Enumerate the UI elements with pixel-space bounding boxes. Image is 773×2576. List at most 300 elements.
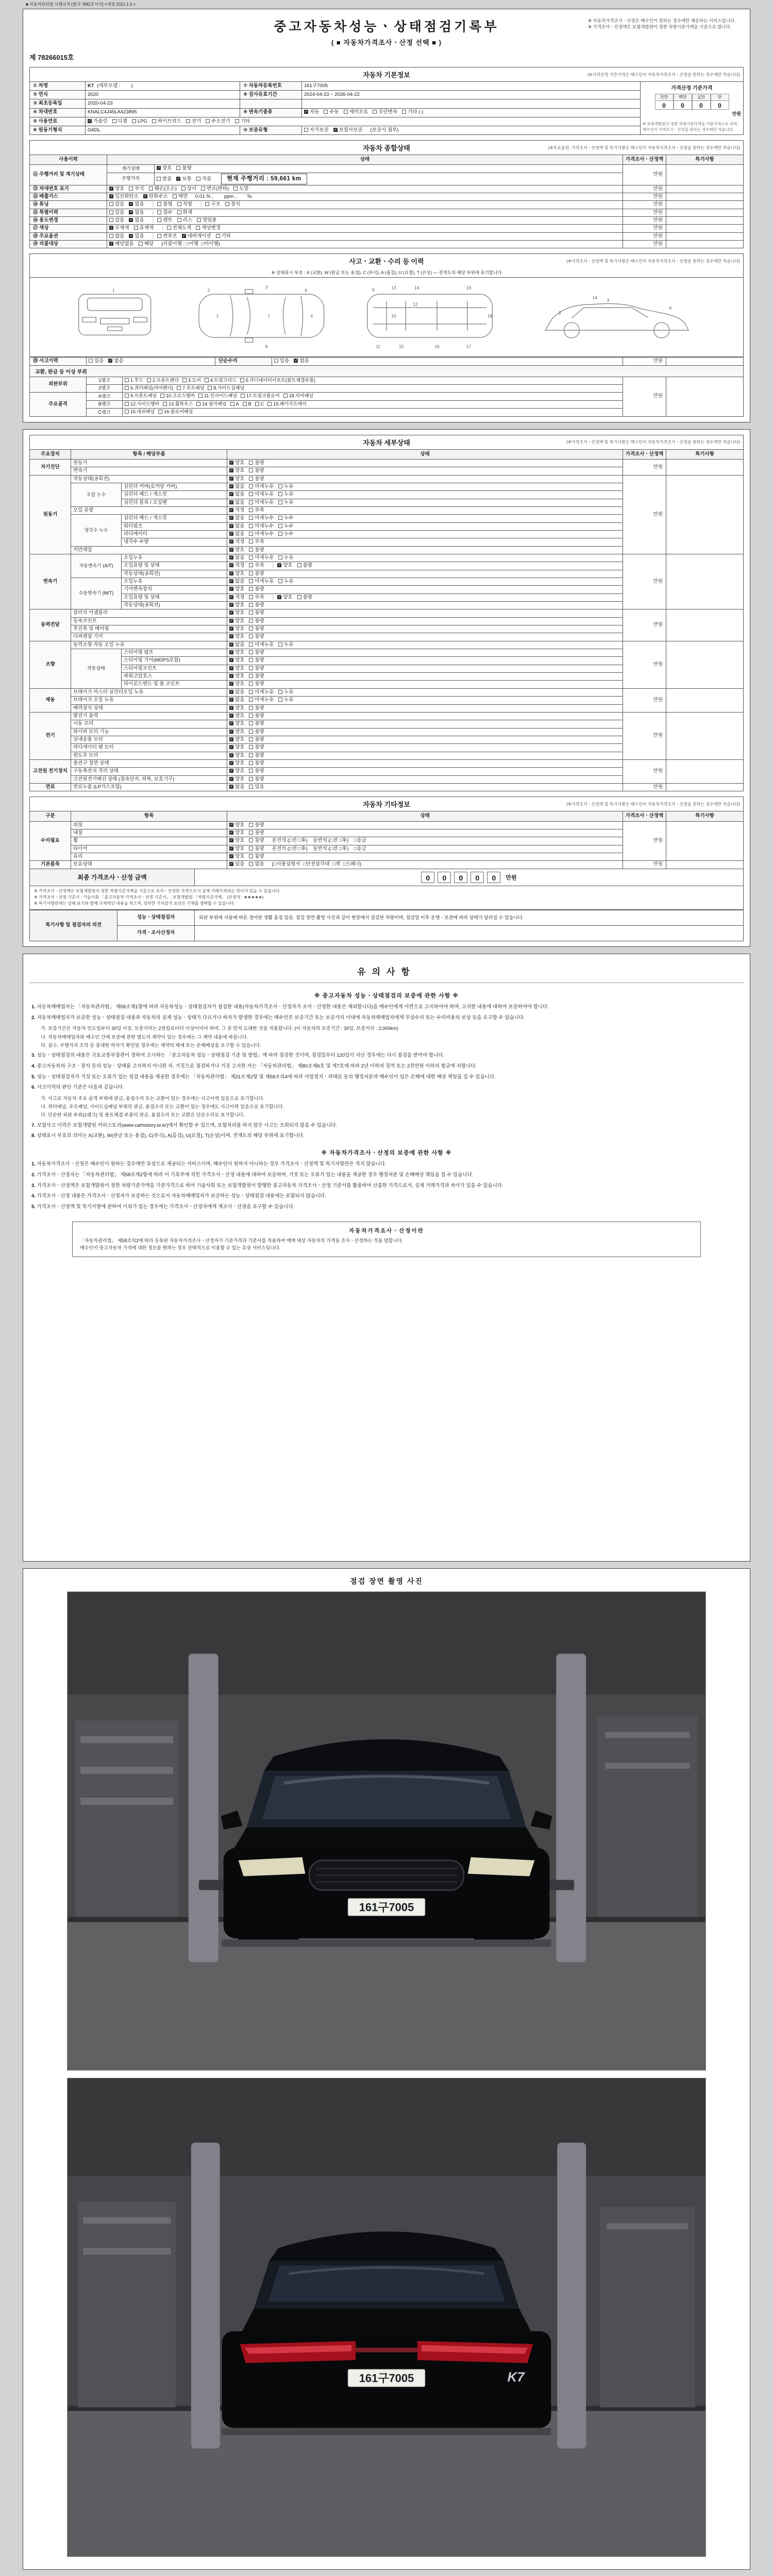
checkbox-unchecked[interactable]: 미세누유 [249, 555, 274, 561]
checkbox-unchecked[interactable]: 불량 [249, 460, 264, 466]
price-cell: 만원 [623, 554, 666, 609]
checkbox-unchecked[interactable]: 미세누유 [249, 697, 274, 703]
table-row: 수동변속기 (M/T) 오일누유 ✓ 없음 미세누유 누유 [30, 578, 744, 586]
checkbox-checked[interactable]: ✓ 양호 [229, 753, 244, 759]
checkbox-unchecked[interactable]: 4.트렁크리드 [205, 378, 237, 384]
checkbox-unchecked[interactable]: 변조(변타) [201, 186, 229, 192]
checkbox-unchecked[interactable]: 부족 [249, 595, 264, 601]
checkbox-unchecked[interactable]: 해당 [139, 241, 154, 247]
checkbox-checked[interactable]: ✓ 양호 [229, 822, 244, 828]
price-cell: 만원 [623, 641, 666, 688]
table-row: ⑪ 주행거리 및 계기상태 계기상태 ✓ 양호 불량 만원 [30, 165, 744, 173]
notice-subitem: 다. 단순한 외판 부위(1랭크) 및 볼트체결 부품의 판금, 용접수리 또는 교환은 단순수리로 표기합니다. [41, 1112, 245, 1118]
checkbox-unchecked[interactable]: 불량 [249, 768, 264, 774]
checkbox-checked[interactable]: ✓ 적정 [229, 595, 244, 601]
checkbox-unchecked[interactable]: 7.루프패널 [177, 385, 204, 392]
svg-text:9: 9 [372, 287, 375, 293]
registration-number: 161구7005 [302, 82, 641, 91]
checkbox-unchecked[interactable]: 불량 [249, 846, 264, 852]
checkbox-unchecked[interactable]: 부족 [249, 563, 264, 569]
checkbox-unchecked[interactable]: 적음 [196, 176, 211, 182]
appraiser-comment [195, 925, 744, 941]
notice-subitem: 가. 사고로 자동차 주요 골격 부위에 판금, 용접수리 또는 교환이 있는 경우에는 사고이력 있음으로 표기합니다. [41, 1095, 264, 1101]
checkbox-checked[interactable]: ✓ 양호 [229, 547, 244, 553]
checkbox-unchecked[interactable]: 1.후드 [125, 378, 143, 384]
notice-item: 7. 보험사고 이력은 보험개발원 카히스토리(www.carhistory.or.kr)에서 확인할 수 있으며, 보험처리를 하지 않은 사고는 조회되지 않을 수 있습니다. [31, 1122, 338, 1128]
checkbox-unchecked[interactable]: B [243, 401, 251, 408]
notice-item: 8. 상태표시 부호의 의미는 X(교환), W(판금 또는 용접), C(부식), A(흠집), U(요철), T(손상)이며, 전개도의 해당 부위에 표기합니다. [31, 1133, 305, 1139]
checkbox-checked[interactable]: ✓ 적정 [229, 563, 244, 569]
checkbox-unchecked[interactable]: 누유 [278, 697, 293, 703]
checkbox-unchecked[interactable]: 수소전기 [206, 118, 230, 125]
checkbox-unchecked[interactable]: 불량 [249, 547, 264, 553]
checkbox-checked[interactable]: ✓ 있음 [129, 233, 144, 240]
checkbox-unchecked[interactable]: 없음 [109, 233, 124, 240]
checkbox-unchecked[interactable]: 8.사이드실패널 [208, 385, 244, 392]
table-row: 라디에이터 ✓ 없음 미세누수 누수 [30, 530, 744, 538]
checkbox-unchecked[interactable]: 누유 [278, 689, 293, 696]
checkbox-checked[interactable]: ✓ 양호 [229, 713, 244, 719]
checkbox-unchecked[interactable]: 세미오토 [344, 109, 368, 115]
checkbox-unchecked[interactable]: 불량 [249, 650, 264, 656]
table-row: 오일유량 및 상태 ✓ 적정 부족 | ✓ 양호 불량 [30, 594, 744, 601]
table-row: 고전원 전기장치 충전구 절연 상태 ✓ 양호 불량 만원 [30, 759, 744, 767]
checkbox-unchecked[interactable]: 불량 [249, 657, 264, 664]
checkbox-unchecked[interactable]: 기타 ( ) [402, 109, 423, 115]
checkbox-checked[interactable]: ✓ 있음 [229, 861, 244, 868]
notice-item: 4. 중고자동차의 구조ㆍ장치 등의 성능ㆍ상태를 고지하지 아니한 자, 거짓으로 점검하거나 거짓 고지한 자는 「자동차관리법」 제80조제6호 및 제7호에 따라 2년 이하의 징역 또는 2천만원 이하의 벌금에 처합니다. [31, 1063, 477, 1069]
section-accident: 사고ㆍ교환ㆍ수리 등 이력 (※가격조사ㆍ산정액 및 특기사항은 매수인이 자동차가격조사ㆍ산정을 원하는 경우에만 적습니다) [29, 253, 744, 268]
checkbox-unchecked[interactable]: 훼손(오손) [149, 186, 177, 192]
notice-subitem: 나. 쿼터패널, 루프패널, 사이드실패널 부위의 판금, 용접수리 또는 교환이 있는 경우에도 사고이력 있음으로 표기합니다. [41, 1104, 284, 1110]
table-row: 워터펌프 ✓ 없음 미세누수 누수 [30, 522, 744, 530]
detail-form-panel [23, 429, 750, 947]
notice-item: 5. 성능ㆍ상태점검자가 거짓 또는 오류가 있는 점검 내용을 제공한 경우에는 「자동차관리법」 제21조제2항 및 제58조의4에 따라 사업정지ㆍ과태료 등의 행정처분과 매수인이 입은 손해에 대한 배상 책임을 질 수 있습니다. [31, 1074, 496, 1080]
svg-text:4: 4 [310, 314, 313, 319]
exchange-repair-title: 교환, 판금 등 이상 부위 [29, 366, 744, 377]
checkbox-checked[interactable]: ✓ 양호 [229, 618, 244, 624]
price-cell: 만원 [623, 225, 666, 232]
checkbox-unchecked[interactable]: 불량 [249, 721, 264, 727]
checkbox-unchecked[interactable]: 불량 [297, 563, 312, 569]
price-cell: 만원 [623, 358, 666, 365]
checkbox-unchecked[interactable]: 16.플로어패널 [158, 409, 193, 415]
checkbox-checked[interactable]: ✓ 가솔린 [88, 118, 108, 125]
checkbox-checked[interactable]: ✓ 없음 [129, 217, 144, 224]
table-row: 오일 누수 실린더 커버(로커암 커버) ✓ 없음 미세누유 누유 [30, 483, 744, 490]
checkbox-unchecked[interactable]: C [255, 401, 264, 408]
notice-subitem: 나. 자동차매매업자와 매수인 간에 보증에 관한 별도의 계약이 있는 경우에는 그 계약 내용에 따릅니다. [41, 1034, 248, 1040]
price-standard-box: 가격산정 기준가격 천만 백만 십만 만 0 0 0 0 만원 ※ 보험개발원이 정한 차량기준가액을 기준가격으로 하며, 매수인이 가격조사ㆍ산정을 원하는 경우에만 적습니다. [641, 82, 744, 135]
checkbox-checked[interactable]: ✓ 네비게이션 [182, 233, 211, 240]
checkbox-checked[interactable]: ✓ 없음 [229, 697, 244, 703]
checkbox-unchecked[interactable]: 있음 [109, 210, 124, 216]
checkbox-unchecked[interactable]: 불법 [157, 201, 172, 208]
table-row: 외판부위 1랭크 1.후드 2.프론트펜더 3.도어 4.트렁크리드 5.라디에이터서포트(볼트체결부품) 만원 [30, 377, 744, 384]
checkbox-checked[interactable]: ✓ 양호 [277, 563, 292, 569]
checkbox-unchecked[interactable]: 13.휠하우스 [163, 401, 193, 408]
svg-text:11: 11 [376, 344, 381, 349]
checkbox-unchecked[interactable]: 불량 [249, 854, 264, 860]
checkbox-checked[interactable]: ✓ 양호 [229, 468, 244, 474]
checkbox-unchecked[interactable]: 6.쿼터패널(리어펜더) [125, 385, 173, 392]
notice-item: 4. 가격조사ㆍ산정 내용은 가격조사ㆍ산정자가 보증하는 것으로서 자동차매매업자가 보증하는 성능ㆍ상태점검 내용에는 포함되지 않습니다. [31, 1193, 326, 1199]
checkbox-unchecked[interactable]: 누유 [278, 579, 293, 585]
checkbox-unchecked[interactable]: 불량 [249, 618, 264, 624]
checkbox-checked[interactable]: ✓ 양호 [229, 721, 244, 727]
checkbox-checked[interactable]: ✓ 없음 [229, 579, 244, 585]
checkbox-unchecked[interactable]: 있음 [249, 784, 264, 790]
license-plate-front: 161구7005 [359, 1901, 414, 1914]
rank-body [30, 377, 744, 416]
checkbox-unchecked[interactable]: 구조 [205, 201, 220, 208]
basic-info-table: ① 차명 K7 (세부모델 : ) ⑦ 자동차등록번호 161구7005 가격산정 기준가격 천만 백만 십만 만 0 0 0 0 만원 ※ 보험개발원이 정한 차량기준가액을 기준가격으로 하며, 매수인이 가격조사ㆍ산정을 원하는 경우에만 적습니다. ② 연식 2020 ⑧ 검사유효기간 2024-04-23 ~ 2026-04-22 ③ 최초등록일 2020-04-23 ④ 차대번호 KNALC4J45LA423895 ⑨ 변속기종류 ✓ 자동 수동 세미오토 무단변속 기타 ( ) ⑤ 사용연료 ✓ 가솔린 디젤 LPG 하이브리드 전기 수소전기 기타 ⑥ 원동기형식 G6DL ⑩ 보증유형 자가보증 ✓ 보험사보증 (보증서 첨부) [29, 81, 744, 135]
checkbox-unchecked[interactable]: 19.패키지트레이 [267, 401, 307, 408]
transmission-options [302, 108, 641, 117]
checkbox-checked[interactable]: ✓ 일산화탄소 [109, 194, 139, 200]
checkbox-checked[interactable]: ✓ 양호 [229, 626, 244, 632]
detail-condition-table: 주요장치 항목 / 해당부품 상태 가격조사ㆍ산정액 특기사항 자기진단 원동기 ✓ 양호 불량 만원 변속기 ✓ 양호 불량 원동기 작동상태(공회전) ✓ 양호 불량 만원 오일 누수 실린더 커버(로커암 커버) ✓ 없음 미세누유 누유 실린더 헤드 / 개스킷 ✓ 없음 미세누유 누유 실린더 블록 / 오일팬 ✓ 없음 미세누유 누유 오일 유량 ✓ 적정 부족 냉각수 누수 실린더 헤드 / 개스킷 ✓ 없음 미세누수 누수 워터펌프 ✓ 없음 미세누수 누수 라디에이터 ✓ 없음 미세누수 누수 냉각수 수량 ✓ 적정 부족 커먼레일 ✓ 양호 불량 변속기 자동변속기 (A/T) 오일누유 ✓ 없음 미세누유 누유 만원 오일유량 및 상태 ✓ 적정 부족 | ✓ 양호 불량 작동상태(공회전) ✓ 양호 불량 수동변속기 (M/T) 오일누유 ✓ 없음 미세누유 누유 기어변속장치 ✓ 양호 불량 오일유량 및 상태 ✓ 적정 부족 | ✓ 양호 불량 작동상태(공회전) ✓ 양호 불량 동력전달 클러치 어셈블리 ✓ 양호 불량 만원 등속조인트 ✓ 양호 불량 추진축 및 베어링 ✓ 양호 불량 디퍼렌셜 기어 ✓ 양호 불량 조향 동력조향 작동 오일 누유 ✓ 없음 미세누유 누유 만원 작동상태 스티어링 펌프 ✓ 양호 불량 스티어링 기어(MDPS포함) ✓ 양호 불량 스티어링조인트 ✓ 양호 불량 파워고압호스 ✓ 양호 불량 타이로드엔드 및 볼 조인트 ✓ 양호 불량 제동 브레이크 마스터 실린더오일 누유 ✓ 없음 미세누유 누유 만원 브레이크 오일 누유 ✓ 없음 미세누유 누유 배력장치 상태 ✓ 양호 불량 전기 발전기 출력 ✓ 양호 불량 만원 시동 모터 ✓ 양호 불량 와이퍼 모터 기능 ✓ 양호 불량 실내송풍 모터 ✓ 양호 불량 라디에이터 팬 모터 ✓ 양호 불량 윈도우 모터 ✓ 양호 불량 고전원 전기장치 충전구 절연 상태 ✓ 양호 불량 만원 구동축전지 격리 상태 ✓ 양호 불량 고전원전기배선 상태 (접속단자, 피복, 보호기구) ✓ 양호 불량 연료 연료누출 (LP가스포함) ✓ 없음 있음 만원 [29, 449, 744, 792]
checkbox-unchecked[interactable]: 미세누수 [249, 531, 274, 537]
price-cell: 만원 [623, 217, 666, 225]
table-row: 타이어 ✓ 양호 불량 운전석 (□전 □후) 동반석 (□전 □후) □응급 [30, 845, 744, 853]
checkbox-unchecked[interactable]: 부족 [249, 539, 264, 545]
table-row: 조향 동력조향 작동 오일 누유 ✓ 없음 미세누유 누유 만원 [30, 641, 744, 649]
inspection-validity: 2024-04-23 ~ 2026-04-22 [302, 91, 641, 99]
table-row: 파워고압호스 ✓ 양호 불량 [30, 673, 744, 681]
checkbox-unchecked[interactable]: LPG [132, 118, 147, 125]
checkbox-unchecked[interactable]: 10.크로스멤버 [160, 393, 195, 399]
notice-panel [23, 954, 750, 1562]
checkbox-checked[interactable]: ✓ 없음 [229, 642, 244, 648]
checkbox-checked[interactable]: ✓ 양호 [229, 744, 244, 751]
checkbox-unchecked[interactable]: 미세누유 [249, 579, 274, 585]
checkbox-unchecked[interactable]: 불량 [249, 681, 264, 687]
checkbox-unchecked[interactable]: 2.프론트펜더 [147, 378, 179, 384]
first-registration-date: 2020-04-23 [86, 99, 240, 108]
checkbox-checked[interactable]: ✓ 양호 [277, 595, 292, 601]
checkbox-unchecked[interactable]: 적법 [177, 201, 192, 208]
svg-text:3: 3 [607, 298, 610, 303]
checkbox-unchecked[interactable]: 미세누유 [249, 689, 274, 696]
checkbox-unchecked[interactable]: 불량 [249, 729, 264, 735]
checkbox-unchecked[interactable]: 상이 [181, 186, 196, 192]
checkbox-unchecked[interactable]: 불량 [249, 673, 264, 680]
table-row: 실린더 블록 / 오일팬 ✓ 없음 미세누유 누유 [30, 499, 744, 506]
svg-text:8: 8 [265, 344, 268, 349]
svg-text:19: 19 [466, 285, 472, 291]
price-cell: 만원 [623, 688, 666, 712]
checkbox-unchecked[interactable]: 누수 [278, 515, 293, 521]
notice-item: 1. 자동차가격조사ㆍ산정은 매수인이 원하는 경우에만 유상으로 제공되는 서비스이며, 매수인이 원하지 아니하는 경우 가격조사ㆍ산정액 및 특기사항란은 적지 않습니다. [31, 1161, 386, 1167]
checkbox-unchecked[interactable]: 누수 [278, 523, 293, 530]
header-side-note: ※ 자동차가격조사ㆍ산정은 매수인이 원하는 경우에만 제공하는 서비스입니다. ※ 가격조사ㆍ산정액은 보험개발원이 정한 차량기준가액을 기준으로 합니다. [588, 18, 736, 30]
checkbox-unchecked[interactable]: A [230, 401, 239, 408]
checkbox-checked[interactable]: ✓ 양호 [229, 666, 244, 672]
checkbox-checked[interactable]: ✓ 없음 [229, 523, 244, 530]
notice-item: 2. 자동차매매업자가 보증한 성능ㆍ상태점검 내용과 자동차의 실제 성능ㆍ상태가 다르거나 하자가 발생한 경우에는 매수인은 보증기간 또는 보증거리 이내에 자동차매매업자에게 무상수리 또는 수리비용의 보상 등을 요구할 수 있습니다. [31, 1014, 525, 1021]
checkbox-unchecked[interactable]: 불량 [297, 595, 312, 601]
checkbox-checked[interactable]: ✓ 양호 [229, 838, 244, 844]
overall-condition-table: 사용이력 상태 가격조사ㆍ산정액 특기사항 ⑪ 주행거리 및 계기상태 계기상태 ✓ 양호 불량 만원 주행거리 많음 ✓ 보통 적음 현재 주행거리 : 59,661 km ⑫ 차대번호 표기 ✓ 양호 부식 훼손(오손) 상이 변조(변타) 도말 만원 ⑬ 배출가스 ✓ 일산화탄소 ✓ 탄화수소 매연 0.01 % , ppm , % 만원 ⑭ 튜닝 있음 ✓ 없음 | 불법 적법 | 구조 장치 만원 ⑮ 특별이력 있음 ✓ 없음 | 침수 화재 만원 ⑯ 용도변경 있음 ✓ 없음 | 렌트 리스 영업용 만원 ⑰ 색상 ✓ 무채색 유채색 | 전체도색 색상변경 만원 ⑱ 주요옵션 없음 ✓ 있음 | 썬루프 ✓ 네비게이션 기타 만원 ⑲ 리콜대상 ✓ 해당없음 해당 (리콜이행 : □이행 □미이행) 만원 [29, 155, 744, 248]
checkbox-checked[interactable]: ✓ 양호 [229, 673, 244, 680]
checkbox-checked[interactable]: ✓ 없음 [229, 492, 244, 498]
form-subtitle: ( ■ 자동차가격조사ㆍ산정 선택 ■ ) [331, 39, 442, 46]
section-etc: 자동차 기타정보 (※가격조사ㆍ산정액 및 특기사항은 매수인이 자동차가격조사ㆍ산정을 원하는 경우에만 적습니다) [29, 796, 744, 811]
checkbox-unchecked[interactable]: 불량 [249, 626, 264, 632]
table-row: 자기진단 원동기 ✓ 양호 불량 만원 [30, 459, 744, 467]
price-cell: 만원 [623, 185, 666, 193]
checkbox-checked[interactable]: ✓ 없음 [229, 500, 244, 506]
warranty-options: 자가보증 ✓ 보험사보증 (보증서 첨부) [302, 126, 641, 134]
checkbox-unchecked[interactable]: 불량 [249, 586, 264, 592]
checkbox-unchecked[interactable]: 5.라디에이터서포트(볼트체결부품) [240, 378, 315, 384]
checkbox-checked[interactable]: ✓ 양호 [229, 476, 244, 482]
checkbox-checked[interactable]: ✓ 보험사보증 [333, 127, 363, 133]
table-row: 작동상태 스티어링 펌프 ✓ 양호 불량 [30, 649, 744, 657]
comments-table: 특기사항 및 점검자의 의견 성능ㆍ상태점검자 외판 부위에 사용에 따른 경미한 생활 흠집 있음. 점검 장면 촬영 사진과 같이 현장에서 점검한 차량이며, 점검일 이후 운행ㆍ보관에 따라 상태가 달라질 수 있습니다. 가격ㆍ조사산정자 [29, 910, 744, 941]
table-row: 작동상태(공회전) ✓ 양호 불량 [30, 602, 744, 609]
checkbox-unchecked[interactable]: 영업용 [197, 217, 217, 224]
table-row: 등속조인트 ✓ 양호 불량 [30, 617, 744, 625]
checkbox-unchecked[interactable]: 14.필러패널 [196, 401, 226, 408]
rank-table [29, 377, 744, 417]
checkbox-unchecked[interactable]: 있음 [274, 358, 289, 364]
checkbox-unchecked[interactable]: 불량 [249, 602, 264, 608]
checkbox-checked[interactable]: ✓ 양호 [229, 657, 244, 664]
checkbox-unchecked[interactable]: 불량 [249, 776, 264, 783]
price-cell: 만원 [623, 783, 666, 791]
checkbox-unchecked[interactable]: 미세누수 [249, 515, 274, 521]
checkbox-unchecked[interactable]: 전체도색 [167, 225, 192, 231]
svg-text:1: 1 [216, 314, 219, 319]
checkbox-unchecked[interactable]: 전기 [186, 118, 201, 125]
checkbox-unchecked[interactable]: 불량 [249, 666, 264, 672]
checkbox-unchecked[interactable]: 불량 [249, 476, 264, 482]
checkbox-checked[interactable]: ✓ 양호 [229, 610, 244, 616]
checkbox-checked[interactable]: ✓ 탄화수소 [143, 194, 168, 200]
table-row: 시동 모터 ✓ 양호 불량 [30, 720, 744, 728]
checkbox-checked[interactable]: ✓ 없음 [229, 784, 244, 790]
checkbox-checked[interactable]: ✓ 적정 [229, 507, 244, 514]
checkbox-unchecked[interactable]: 리스 [177, 217, 192, 224]
checkbox-unchecked[interactable]: 누수 [278, 531, 293, 537]
price-cell: 만원 [623, 193, 666, 201]
checkbox-unchecked[interactable]: 누유 [278, 642, 293, 648]
svg-text:13: 13 [391, 285, 396, 291]
checkbox-unchecked[interactable]: 침수 [157, 210, 172, 216]
svg-text:10: 10 [391, 313, 396, 319]
checkbox-unchecked[interactable]: 미세누유 [249, 500, 274, 506]
checkbox-checked[interactable]: ✓ 양호 [229, 768, 244, 774]
form-reference-note: ■ 자동차관리법 시행규칙 [별지 제82호서식] <개정 2021.1.5.> [26, 2, 136, 7]
car-diagram-svg [34, 280, 739, 352]
checkbox-checked[interactable]: ✓ 양호 [229, 830, 244, 836]
checkbox-unchecked[interactable]: 화재 [177, 210, 192, 216]
checkbox-checked[interactable]: ✓ 양호 [229, 705, 244, 711]
checkbox-checked[interactable]: ✓ 없음 [229, 484, 244, 490]
checkbox-unchecked[interactable]: 있음 [109, 217, 124, 224]
checkbox-unchecked[interactable]: 미세누유 [249, 642, 274, 648]
checkbox-checked[interactable]: ✓ 양호 [229, 634, 244, 640]
checkbox-unchecked[interactable]: 불량 [249, 468, 264, 474]
checkbox-unchecked[interactable]: 부족 [249, 507, 264, 514]
section-overall: 자동차 종합상태 (※주요옵션, 가격조사ㆍ산정액 및 특기사항은 매수인이 자동차가격조사ㆍ산정을 원하는 경우에만 적습니다) [29, 140, 744, 155]
checkbox-unchecked[interactable]: 3.도어 [182, 378, 201, 384]
checkbox-checked[interactable]: ✓ 보통 [176, 176, 191, 182]
checkbox-unchecked[interactable]: 수동 [324, 109, 339, 115]
table-row: 내장 ✓ 양호 불량 [30, 829, 744, 837]
checkbox-unchecked[interactable]: 디젤 [112, 118, 127, 125]
checkbox-unchecked[interactable]: 누유 [278, 555, 293, 561]
checkbox-checked[interactable]: ✓ 양호 [229, 586, 244, 592]
checkbox-unchecked[interactable]: 있음 [109, 201, 124, 208]
checkbox-unchecked[interactable]: 미세누유 [249, 484, 274, 490]
car-diagrams [29, 278, 744, 357]
form-title: 중고자동차성능ㆍ상태점검기록부 [274, 20, 499, 34]
table-row: B랭크 12.사이드멤버 13.휠하우스 14.필러패널 A B C 19.패키지트레이 [30, 400, 744, 408]
final-notes: ※ 가격조사ㆍ산정액은 보험개발원이 정한 차량기준가액을 기준으로 조사ㆍ산정한 가격으로서 실제 거래가격과는 차이가 있을 수 있습니다. ※ 가격조사ㆍ산정 기준서 : 기술사회 「중고자동차 가격조사ㆍ산정 기준서」, 보험개발원 「차량기준가액」 (산정자 : ★★★★★) ※ 특기사항란에는 상태 표기와 함께 구체적인 내용을 적으며, 경미한 가치감가 요인은 기재를 생략할 수 있습니다. [29, 886, 744, 910]
svg-text:15: 15 [399, 344, 404, 349]
svg-text:2: 2 [207, 287, 210, 293]
checkbox-checked[interactable]: ✓ 없음 [229, 515, 244, 521]
checkbox-unchecked[interactable]: 기타 [235, 118, 250, 125]
checkbox-unchecked[interactable]: 누유 [278, 484, 293, 490]
checkbox-unchecked[interactable]: 불량 [249, 753, 264, 759]
checkbox-unchecked[interactable]: 기타 [216, 233, 231, 240]
checkbox-unchecked[interactable]: 불량 [249, 830, 264, 836]
inspector-comment: 외판 부위에 사용에 따른 경미한 생활 흠집 있음. 점검 장면 촬영 사진과 같이 현장에서 점검한 차량이며, 점검일 이후 운행ㆍ보관에 따라 상태가 달라질 수 있습니다. [195, 910, 744, 925]
standard-price-digits: 0 0 0 0 [643, 100, 741, 110]
accident-history-options [87, 358, 215, 365]
checkbox-unchecked[interactable]: 하이브리드 [152, 118, 181, 125]
checkbox-unchecked[interactable]: 불량 [249, 760, 264, 767]
table-row: 기어변속장치 ✓ 양호 불량 [30, 586, 744, 594]
table-row: 변속기 자동변속기 (A/T) 오일누유 ✓ 없음 미세누유 누유 만원 [30, 554, 744, 562]
checkbox-checked[interactable]: ✓ 없음 [294, 358, 309, 364]
form-header [29, 14, 744, 48]
checkbox-unchecked[interactable]: 불량 [249, 737, 264, 743]
simple-repair-options [272, 358, 623, 365]
svg-text:16: 16 [434, 344, 440, 349]
table-row: 원동기 작동상태(공회전) ✓ 양호 불량 만원 [30, 475, 744, 483]
final-price-digits: 0 0 0 0 0 [421, 872, 500, 883]
checkbox-unchecked[interactable]: 썬루프 [157, 233, 177, 240]
checkbox-unchecked[interactable]: 색상변경 [196, 225, 221, 231]
price-cell: 만원 [623, 459, 666, 475]
price-cell: 만원 [623, 821, 666, 861]
checkbox-unchecked[interactable]: 미세누수 [249, 523, 274, 530]
table-row: 추진축 및 베어링 ✓ 양호 불량 [30, 625, 744, 633]
checkbox-checked[interactable]: ✓ 양호 [229, 854, 244, 860]
checkbox-unchecked[interactable]: 15.대쉬패널 [125, 409, 155, 415]
checkbox-checked[interactable]: ✓ 무채색 [109, 225, 129, 231]
checkbox-unchecked[interactable]: 매연 [173, 194, 188, 200]
checkbox-unchecked[interactable]: 9.프론트패널 [125, 393, 157, 399]
svg-text:12: 12 [413, 301, 418, 307]
checkbox-unchecked[interactable]: 누유 [278, 500, 293, 506]
checkbox-unchecked[interactable]: 17.트렁크플로어 [241, 393, 280, 399]
checkbox-checked[interactable]: ✓ 양호 [229, 460, 244, 466]
checkbox-checked[interactable]: ✓ 양호 [229, 846, 244, 852]
checkbox-unchecked[interactable]: 불량 [249, 610, 264, 616]
checkbox-unchecked[interactable]: 부식 [129, 186, 144, 192]
document-number: 제 78266015호 [29, 54, 74, 61]
checkbox-checked[interactable]: ✓ 없음 [229, 555, 244, 561]
checkbox-checked[interactable]: ✓ 없음 [129, 210, 144, 216]
current-mileage: 현재 주행거리 : 59,661 km [221, 174, 307, 184]
vin: KNALC4J45LA423895 [86, 108, 240, 117]
inspection-photo-front [67, 1591, 706, 2071]
checkbox-checked[interactable]: ✓ 해당없음 [109, 241, 134, 247]
checkbox-checked[interactable]: ✓ 양호 [229, 650, 244, 656]
checkbox-checked[interactable]: ✓ 양호 [157, 165, 172, 172]
checkbox-unchecked[interactable]: 자가보증 [304, 127, 329, 133]
svg-text:14: 14 [414, 285, 419, 291]
checkbox-unchecked[interactable]: 유채색 [134, 225, 154, 231]
checkbox-unchecked[interactable]: 불량 [249, 838, 264, 844]
checkbox-unchecked[interactable]: 미세누유 [249, 492, 274, 498]
table-row: 윈도우 모터 ✓ 양호 불량 [30, 752, 744, 759]
checkbox-checked[interactable]: ✓ 양호 [229, 760, 244, 767]
table-row: 주요골격 A랭크 9.프론트패널 10.크로스멤버 11.인사이드패널 17.트렁크플로어 18.리어패널 [30, 393, 744, 400]
checkbox-unchecked[interactable]: 없음 [249, 861, 264, 868]
checkbox-unchecked[interactable]: 누유 [278, 492, 293, 498]
checkbox-unchecked[interactable]: 불량 [249, 822, 264, 828]
checkbox-unchecked[interactable]: 불량 [249, 705, 264, 711]
checkbox-checked[interactable]: ✓ 없음 [229, 531, 244, 537]
checkbox-checked[interactable]: ✓ 양호 [109, 186, 124, 192]
checkbox-checked[interactable]: ✓ 없음 [129, 201, 144, 208]
checkbox-unchecked[interactable]: 도말 [233, 186, 248, 192]
notice-content [29, 991, 744, 1257]
checkbox-checked[interactable]: ✓ 양호 [229, 681, 244, 687]
checkbox-unchecked[interactable]: 렌트 [157, 217, 172, 224]
checkbox-unchecked[interactable]: 18.리어패널 [283, 393, 313, 399]
checkbox-checked[interactable]: ✓ 자동 [304, 109, 319, 115]
notice-subitem: 가. 보증기간은 자동차 인도일부터 30일 이상, 보증거리는 2천킬로미터 이상이어야 하며, 그 중 먼저 도래한 것을 적용합니다. (이 자동차의 보증기간 : 30일, 보증거리 : 2,000km) [41, 1026, 398, 1031]
checkbox-unchecked[interactable]: 불량 [249, 713, 264, 719]
checkbox-unchecked[interactable]: 불량 [176, 165, 191, 172]
accident-history-table: ⑳ 사고이력 있음 ✓ 없음 단순수리 있음 ✓ 없음 만원 [29, 357, 744, 365]
checkbox-checked[interactable]: ✓ 양호 [229, 729, 244, 735]
checkbox-checked[interactable]: ✓ 적정 [229, 539, 244, 545]
table-row: ⑬ 배출가스 ✓ 일산화탄소 ✓ 탄화수소 매연 0.01 % , ppm , % 만원 [30, 193, 744, 201]
table-row: 커먼레일 ✓ 양호 불량 [30, 546, 744, 554]
checkbox-unchecked[interactable]: 있음 [89, 358, 104, 364]
table-row: 전기 발전기 출력 ✓ 양호 불량 만원 [30, 712, 744, 720]
checkbox-unchecked[interactable]: 무단변속 [373, 109, 397, 115]
checkbox-unchecked[interactable]: 불량 [249, 571, 264, 577]
checkbox-checked[interactable]: ✓ 양호 [229, 571, 244, 577]
checkbox-checked[interactable]: ✓ 양호 [229, 602, 244, 608]
checkbox-unchecked[interactable]: 장치 [225, 201, 240, 208]
table-row: ⑯ 용도변경 있음 ✓ 없음 | 렌트 리스 영업용 만원 [30, 217, 744, 225]
table-row: ⑰ 색상 ✓ 무채색 유채색 | 전체도색 색상변경 만원 [30, 225, 744, 232]
svg-text:6: 6 [305, 287, 308, 293]
checkbox-unchecked[interactable]: 12.사이드멤버 [125, 401, 159, 408]
state-code-legend: ※ 상태표시 부호 : X (교환), W (판금 또는 용접), C (부식), A (흠집), U (요철), T (손상) — 전개도의 해당 부위에 표기합니다 [29, 268, 744, 278]
checkbox-unchecked[interactable]: 많음 [157, 176, 172, 182]
price-cell: 만원 [623, 475, 666, 554]
checkbox-unchecked[interactable]: 불량 [249, 634, 264, 640]
checkbox-checked[interactable]: ✓ 양호 [229, 776, 244, 783]
checkbox-checked[interactable]: ✓ 양호 [229, 737, 244, 743]
checkbox-checked[interactable]: ✓ 없음 [108, 358, 123, 364]
checkbox-checked[interactable]: ✓ 없음 [229, 689, 244, 696]
checkbox-unchecked[interactable]: 불량 [249, 744, 264, 751]
checkbox-unchecked[interactable]: 11.인사이드패널 [198, 393, 237, 399]
